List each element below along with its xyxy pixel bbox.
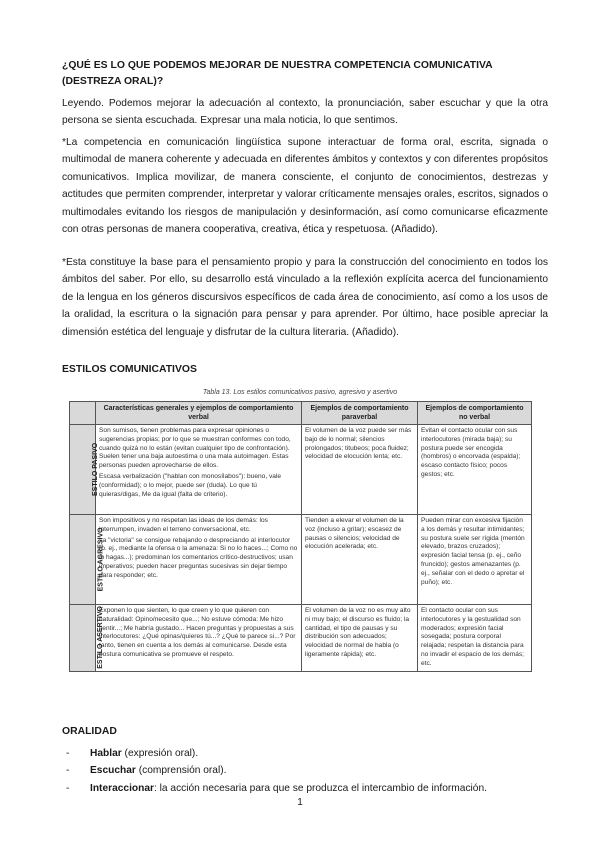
cell-noverbal: Evitan el contacto ocular con sus interlocutores (mirada baja); su postura puede ser encogida (hombros) o encorvada (espalda); escaso contacto físico; pocos gestos; etc. [418, 425, 532, 515]
cell-paraverbal: El volumen de la voz puede ser más bajo de lo normal; silencios prolongados; titubeos; poca fluidez; velocidad de elocución lenta; etc. [302, 425, 418, 515]
header-verbal: Características generales y ejemplos de comportamiento verbal [96, 402, 302, 425]
list-item: - Hablar (expresión oral). [66, 748, 199, 759]
paragraph-leyendo: Leyendo. Podemos mejorar la adecuación al contexto, la pronunciación, saber escuchar y que la otra persona se sienta escuchada. Expresar una mala noticia, lo que sentimos. [62, 98, 548, 127]
table-header-row [70, 402, 532, 425]
heading-oralidad: ORALIDAD [62, 726, 117, 737]
cell-verbal: Son sumisos, tienen problemas para expresar opiniones o sugerencias propias; por lo que se muestran conformes con todo, cuando quizá no lo están (evitan cualquier tipo de confrontación). Suelen tener una baja autoestima o una mala autoimagen. Estas personas pueden aprovecharse de ellos. Escasa verbalización ("hablan con monosílabos"): bueno, vale (conformidad); o lo mejor, puede ser (duda). Lo que tú quieras/digas, Me da igual (falta de criterio). [96, 425, 302, 515]
list-item: - Interaccionar: la acción necesaria para que se produzca el intercambio de información. [66, 782, 487, 794]
paragraph-competencia: *La competencia en comunicación lingüística supone interactuar de forma oral, escrita, signada o multimodal de manera coherente y adecuada en diferentes ámbitos y contextos y con diferentes propósitos comunicativos. Implica movilizar, de manera consciente, el conjunto de conocimientos, destrezas y actitudes que permiten comprender, interpretar y valorar críticamente mensajes orales, escritos, signados o multimodales evitando los riesgos de manipulación y desinformación, así como comunicarse eficazmente con otras personas de manera cooperativa, creativa, ética y respetuosa. (Añadido). [62, 137, 548, 236]
communicative-styles-table [69, 401, 532, 672]
cell-paraverbal: El volumen de la voz no es muy alto ni muy bajo; el discurso es fluido; la cantidad, el tipo de pausas y su distribución son adecuados; velocidad de normal de habla (o ligeramente rápida); etc. [302, 605, 418, 672]
cell-noverbal: Pueden mirar con excesiva fijación a los demás y resultar intimidantes; su postura suele ser rígida (mentón elevado, brazos cruzados); expresión facial tensa (p. ej., ceño fruncido); gestos amenazantes (p. ej., señalar con el dedo o apretar el puño); etc. [418, 515, 532, 605]
table-row [70, 425, 532, 515]
row-label-agresivo: ESTILO AGRESIVO [70, 515, 96, 605]
cell-paraverbal: Tienden a elevar el volumen de la voz (incluso a gritar); escasez de pausas o silencios; velocidad de elocución acelerada; etc. [302, 515, 418, 605]
row-label-asertivo: ESTILO ASERTIVO [70, 605, 96, 672]
cell-verbal: Son impositivos y no respetan las ideas de los demás: los interrumpen, invaden el terreno conversacional, etc. La "victoria" se consigue rebajando o despreciando al interlocutor (p. ej., mediante la ofensa o la amenaza: Si no lo haces...; Como no lo hagas...); predominan los comentarios crítico-destructivos; usan imperativos; pueden hacer preguntas sucesivas sin dejar tiempo para responder; etc. [96, 515, 302, 605]
cell-noverbal: El contacto ocular con sus interlocutores y la gestualidad son moderados; expresión facial sosegada; postura corporal relajada; respetan la distancia para no invadir el espacio de los demás; etc. [418, 605, 532, 672]
heading-estilos: ESTILOS COMUNICATIVOS [62, 364, 197, 375]
row-label-pasivo: ESTILO PASIVO [70, 425, 96, 515]
section-title: ¿QUÉ ES LO QUE PODEMOS MEJORAR DE NUESTRA COMPETENCIA COMUNICATIVA (DESTREZA ORAL)? [62, 60, 493, 87]
list-item: - Escuchar (comprensión oral). [66, 765, 227, 777]
header-corner [70, 402, 96, 425]
page-number: 1 [297, 797, 303, 808]
table-caption: Tabla 13. Los estilos comunicativos pasivo, agresivo y asertivo [202, 389, 398, 396]
oralidad-list [62, 745, 548, 797]
table-row [70, 515, 532, 605]
table-row [70, 605, 532, 672]
header-noverbal: Ejemplos de comportamiento no verbal [418, 402, 532, 425]
cell-verbal: Exponen lo que sienten, lo que creen y lo que quieren con naturalidad: Opino/necesito que...; No estuve cómoda: Me hizo sentir...; Me habría gustado... Hacen preguntas y propuestas a sus interlocutores: ¿Qué opinas/quieres tú...? ¿Qué te parece si...? Por tanto, tienen en cuenta a los demás al comunicarse. Desde esta postura comunicativa se promueve el respeto. [96, 605, 302, 672]
paragraph-base: *Esta constituye la base para el pensamiento propio y para la construcción del conocimiento en todos los ámbitos del saber. Por ello, su desarrollo está vinculado a la reflexión explícita acerca del funcionamiento de la lengua en los géneros discursivos específicos de cada área de conocimiento, así como a los usos de la oralidad, la escritura o la signación para pensar y para aprender. Por último, hace posible apreciar la dimensión estética del lenguaje y disfrutar de la cultura literaria. (Añadido). [62, 257, 548, 338]
header-paraverbal: Ejemplos de comportamiento paraverbal [302, 402, 418, 425]
